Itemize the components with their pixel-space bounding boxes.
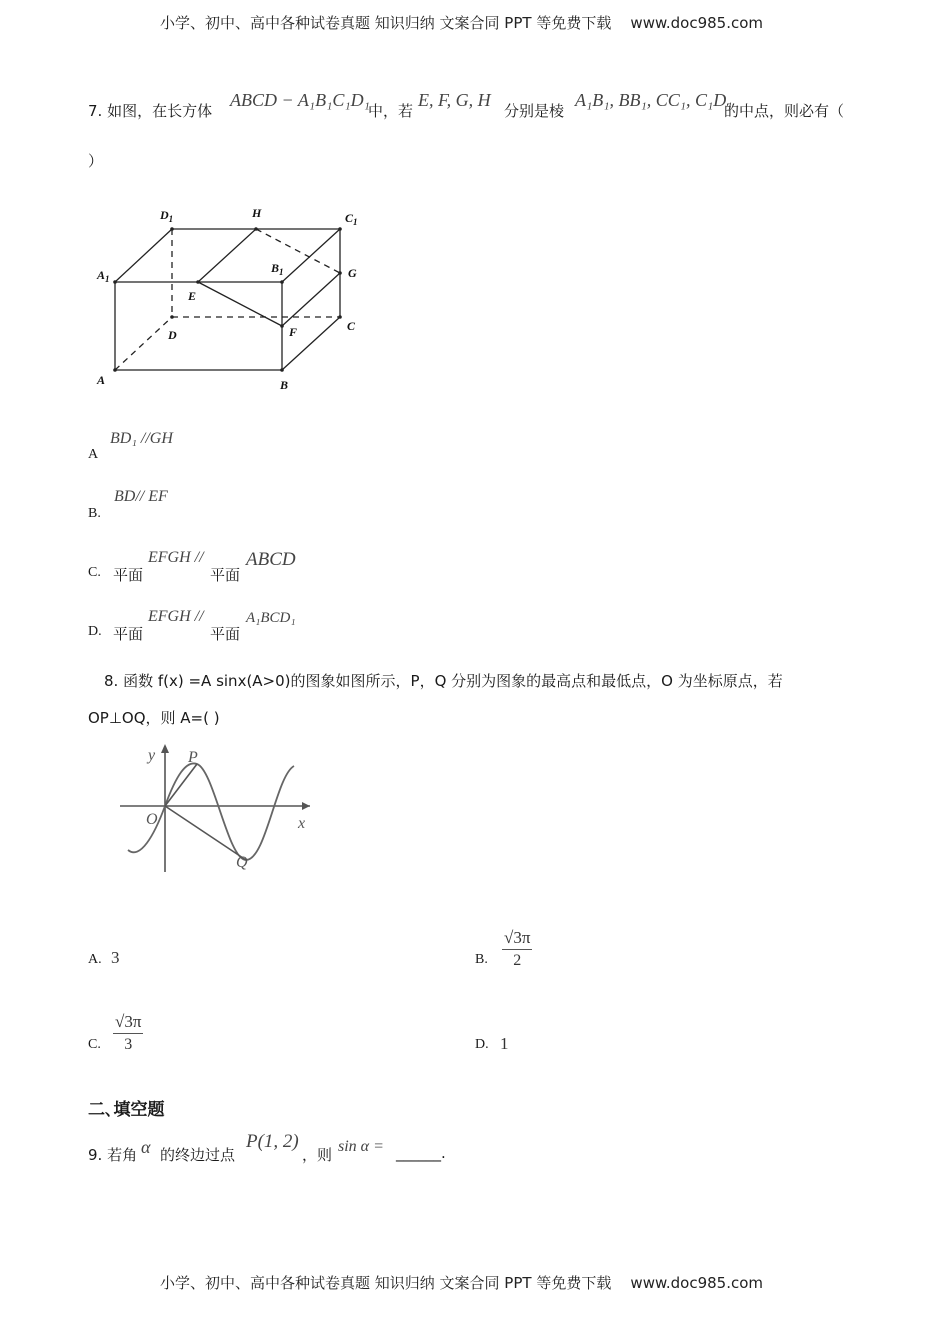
label-d1: $D_1$ <box>160 208 174 224</box>
q7-option-d-letter[interactable]: D. <box>88 624 102 639</box>
header-text <box>160 12 763 33</box>
q7-option-d-math2[interactable]: A₁BCD₁ <box>246 610 296 626</box>
footer-url[interactable]: www.doc985.com <box>630 1274 763 1292</box>
sine-graph <box>110 740 320 880</box>
label-b1: $B_1$ <box>271 261 284 277</box>
label-e: E <box>188 289 197 303</box>
q7-option-c-mid: 平面 <box>210 566 241 584</box>
label-h: H <box>252 206 262 220</box>
q7-math-points: E, F, G, H <box>418 90 491 110</box>
label-y: y <box>148 747 156 764</box>
q7-option-c-pre: 平面 <box>113 566 144 584</box>
x-axis-arrow <box>302 802 310 810</box>
fraction-bar <box>113 1033 143 1034</box>
q7-text-3: 分别是棱 <box>504 102 565 120</box>
label-f: F <box>289 325 298 339</box>
q7-option-c-math1[interactable]: EFGH // <box>148 549 204 566</box>
q7-text-4: 的中点，则必有（ <box>724 102 845 120</box>
q7-close-paren: ） <box>88 152 104 170</box>
q7-option-c-math2[interactable]: ABCD <box>246 549 296 570</box>
label-b: B <box>280 378 289 392</box>
label-q: Q <box>236 854 248 871</box>
segment-ef <box>198 282 282 326</box>
footer-title: 小学、初中、高中各种试卷真题 知识归纳 文案合同 PPT 等免费下载 <box>160 1274 612 1292</box>
q7-option-d-mid: 平面 <box>210 625 241 643</box>
q8-option-c-denominator: 3 <box>124 1036 133 1053</box>
q8-option-b-fraction[interactable] <box>502 928 532 970</box>
header-url[interactable]: www.doc985.com <box>630 14 763 32</box>
label-c1: $C_1$ <box>345 211 358 227</box>
q8-option-b-numerator: √3π <box>504 928 531 947</box>
q7-math-edges: A₁B₁, BB₁, CC₁, C₁D₁ <box>575 90 733 110</box>
q9-math-alpha: α <box>141 1137 151 1157</box>
q8-line-1: 8. 函数 f(x) =A sinx(A>0)的图象如图所示，P，Q 分别为图象的最高点和最低点，O 为坐标原点，若 <box>104 672 783 690</box>
q7-stem <box>88 100 212 121</box>
fraction-bar <box>502 949 532 950</box>
label-d: D <box>168 328 177 342</box>
cuboid-figure <box>90 200 380 400</box>
q7-math-box: ABCD − A₁B₁C₁D₁ <box>230 90 370 110</box>
q9-math-sin: sin α = <box>338 1138 384 1155</box>
q8-option-d-letter[interactable]: D. <box>475 1037 489 1052</box>
q9-math-point: P(1, 2) <box>246 1131 299 1152</box>
q9-text-1: 9. 若角 <box>88 1146 138 1164</box>
q8-line-2: OP⊥OQ，则 A=( ) <box>88 709 220 727</box>
segment-eh <box>198 229 256 282</box>
y-axis-arrow <box>161 744 169 753</box>
q7-option-d-pre: 平面 <box>113 625 144 643</box>
q8-option-a-letter[interactable]: A. <box>88 952 102 967</box>
section-title: 二､填空题 <box>88 1100 165 1120</box>
hidden-edge-ad <box>115 317 172 370</box>
label-c: C <box>347 319 356 333</box>
q7-option-c-letter[interactable]: C. <box>88 565 101 580</box>
segment-op <box>165 764 197 806</box>
edge-b1c1 <box>282 229 340 282</box>
q7-option-b-math[interactable]: BD// EF <box>114 488 168 505</box>
q7-number: 7. <box>88 102 103 120</box>
label-p: P <box>188 749 198 766</box>
q8-option-a-value[interactable]: 3 <box>111 948 120 967</box>
label-a1: $A_1$ <box>97 268 110 284</box>
header-title: 小学、初中、高中各种试卷真题 知识归纳 文案合同 PPT 等免费下载 <box>160 14 612 32</box>
q7-option-d-math1[interactable]: EFGH // <box>148 608 204 625</box>
q7-text-2: 中，若 <box>368 102 414 120</box>
q9-text-2: 的终边过点 <box>160 1146 236 1164</box>
q7-text-1: 如图，在长方体 <box>107 102 213 120</box>
q8-option-b-denominator: 2 <box>513 952 522 969</box>
q9-text-3: ，则 <box>302 1146 333 1164</box>
segment-oq <box>165 806 246 860</box>
q8-option-c-letter[interactable]: C. <box>88 1037 101 1052</box>
q9-answer-blank[interactable]: ______. <box>396 1144 446 1162</box>
edge-a1d1 <box>115 229 172 282</box>
q7-option-a-math[interactable]: BD₁ //GH <box>110 430 173 447</box>
q7-option-b-letter[interactable]: B. <box>88 506 101 521</box>
q8-option-c-numerator: √3π <box>115 1012 142 1031</box>
q8-option-d-value[interactable]: 1 <box>500 1034 509 1053</box>
q8-option-b-letter[interactable]: B. <box>475 952 488 967</box>
label-a: A <box>97 373 106 387</box>
label-x: x <box>298 815 306 832</box>
label-o: O <box>146 811 158 828</box>
footer-text <box>160 1272 763 1293</box>
label-g: G <box>348 266 357 280</box>
hidden-segment-hg <box>256 229 340 273</box>
segment-fg <box>282 273 340 326</box>
q8-option-c-fraction[interactable] <box>113 1012 143 1054</box>
q7-option-a-letter[interactable]: A <box>88 447 99 462</box>
